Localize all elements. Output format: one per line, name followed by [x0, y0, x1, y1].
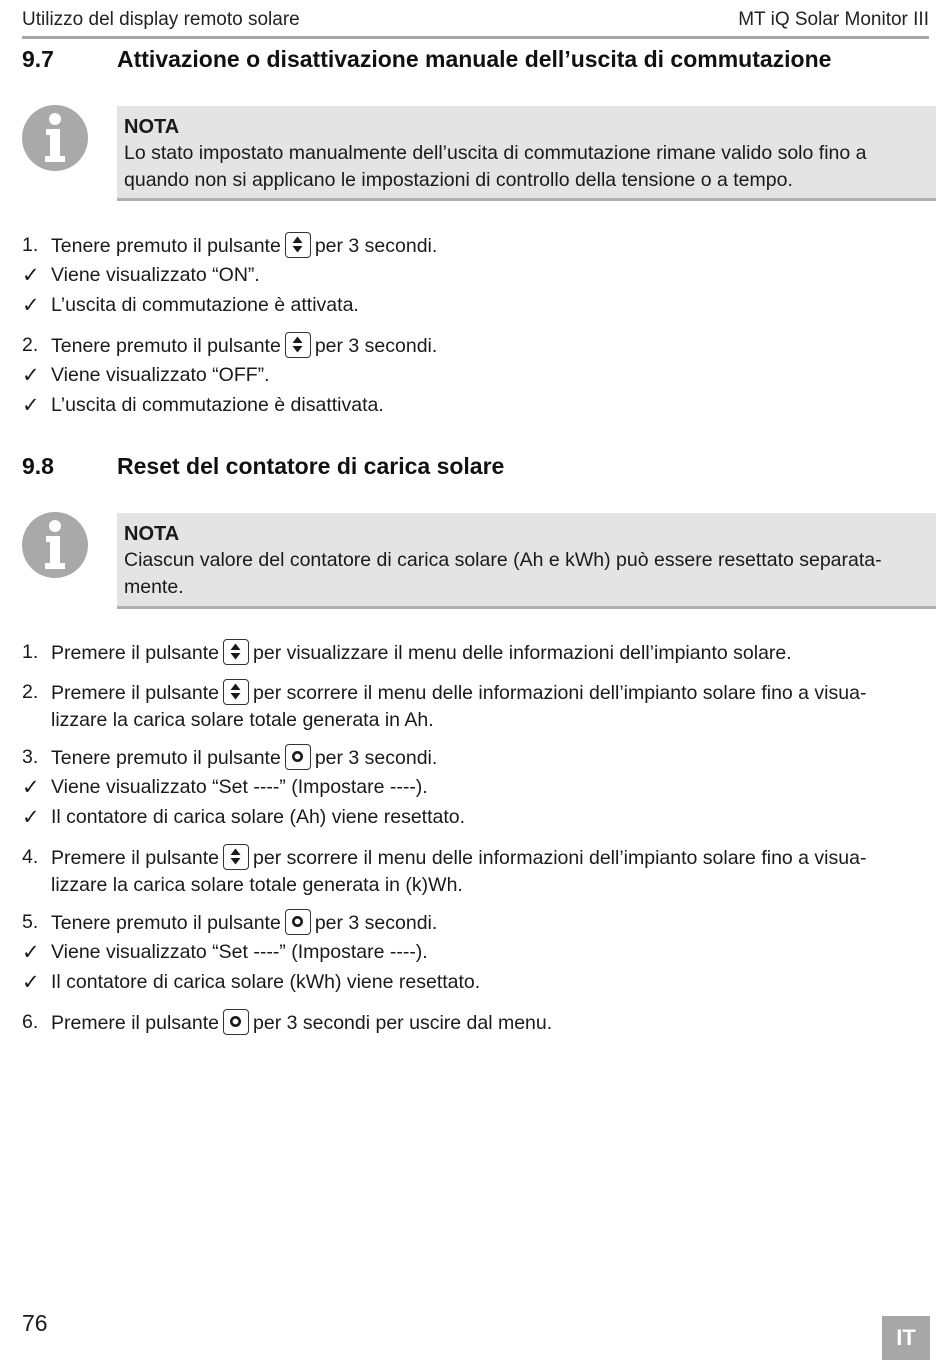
- step-text: [51, 744, 932, 772]
- section-heading: Attivazione o disattivazione manuale dell’uscita di commutazione: [117, 46, 832, 72]
- step-text-before: Premere il pulsante: [51, 642, 219, 664]
- step-text-content: Viene visualizzato “ON”.: [51, 264, 260, 286]
- check-icon: ✓: [22, 941, 40, 964]
- step-item: [22, 639, 932, 667]
- section-heading: Reset del contatore di carica solare: [117, 453, 505, 479]
- language-badge: IT: [882, 1316, 930, 1360]
- step-number: 6.: [22, 1011, 39, 1033]
- info-icon: [21, 511, 89, 579]
- check-icon: ✓: [22, 294, 40, 317]
- step-text-after: per 3 secondi per uscire dal menu.: [253, 1012, 553, 1034]
- step-text: [51, 262, 932, 289]
- updown-arrows-button-icon: [285, 332, 311, 358]
- step-text-after: per 3 secondi.: [314, 235, 438, 257]
- page-header: [22, 8, 929, 39]
- step-text-after: per scorrere il menu delle informazioni dell’impianto solare fino a visua-: [253, 682, 867, 704]
- step-item: [22, 332, 932, 360]
- check-icon: ✓: [22, 394, 40, 417]
- header-product: MT iQ Solar Monitor III: [738, 9, 929, 30]
- step-text: [51, 939, 932, 966]
- step-number: 2.: [22, 334, 39, 356]
- result-item: [22, 292, 932, 319]
- circle-button-icon: [285, 744, 311, 770]
- result-item: [22, 362, 932, 389]
- step-item: [22, 679, 932, 734]
- circle-button-icon: [285, 909, 311, 935]
- step-text-before: Premere il pulsante: [51, 847, 219, 869]
- page-number: 76: [22, 1310, 48, 1336]
- step-text-before: Tenere premuto il pulsante: [51, 335, 281, 357]
- step-item: [22, 744, 932, 772]
- step-text-after: per visualizzare il menu delle informazioni dell’impianto solare.: [253, 642, 792, 664]
- step-text-after: per scorrere il menu delle informazioni dell’impianto solare fino a visua-: [253, 847, 867, 869]
- step-text: [51, 774, 932, 801]
- step-text-after: per 3 secondi.: [314, 912, 438, 934]
- step-number: 5.: [22, 911, 39, 933]
- result-item: [22, 392, 932, 419]
- step-text-after: per 3 secondi.: [314, 335, 438, 357]
- check-icon: ✓: [22, 364, 40, 387]
- check-icon: ✓: [22, 806, 40, 829]
- step-text-content: Viene visualizzato “Set ----” (Impostare ----).: [51, 941, 428, 963]
- updown-arrows-button-icon: [223, 844, 249, 870]
- step-item: [22, 232, 932, 260]
- step-text-content: L’uscita di commutazione è attivata.: [51, 294, 359, 316]
- note-text: Lo stato impostato manualmente dell’uscita di commutazione rimane valido solo fino a quando non si applicano le impostazioni di controllo della tensione o a tempo.: [124, 142, 867, 191]
- step-text-before: Tenere premuto il pulsante: [51, 235, 281, 257]
- note-title: NOTA: [124, 116, 180, 138]
- step-text-before: Tenere premuto il pulsante: [51, 747, 281, 769]
- step-item: [22, 1009, 932, 1037]
- step-text: [51, 909, 932, 937]
- result-item: [22, 262, 932, 289]
- step-text: [51, 332, 932, 360]
- note-box: [117, 106, 936, 201]
- circle-button-icon: [223, 1009, 249, 1035]
- step-text: [51, 639, 932, 667]
- step-text-content: Viene visualizzato “OFF”.: [51, 364, 270, 386]
- step-text: [51, 679, 932, 734]
- step-text: [51, 804, 932, 831]
- section-number: 9.7: [22, 46, 54, 72]
- step-text-continued: lizzare la carica solare totale generata in Ah.: [51, 709, 434, 731]
- step-number: 2.: [22, 681, 39, 703]
- step-text: [51, 844, 932, 899]
- step-text: [51, 969, 932, 996]
- result-item: [22, 969, 932, 996]
- step-text-after: per 3 secondi.: [314, 747, 438, 769]
- result-item: [22, 804, 932, 831]
- step-text-before: Tenere premuto il pulsante: [51, 912, 281, 934]
- updown-arrows-button-icon: [223, 639, 249, 665]
- info-icon: [21, 104, 89, 172]
- step-text-content: L’uscita di commutazione è disattivata.: [51, 394, 384, 416]
- result-item: [22, 939, 932, 966]
- step-number: 3.: [22, 746, 39, 768]
- note-text: Ciascun valore del contatore di carica solare (Ah e kWh) può essere resettato separata-mente.: [124, 549, 882, 598]
- section-title-9-8: [22, 451, 932, 481]
- step-text-content: Il contatore di carica solare (Ah) viene resettato.: [51, 806, 466, 828]
- step-number: 1.: [22, 234, 39, 256]
- check-icon: ✓: [22, 264, 40, 287]
- step-text-content: Il contatore di carica solare (kWh) viene resettato.: [51, 971, 481, 993]
- check-icon: ✓: [22, 776, 40, 799]
- check-icon: ✓: [22, 971, 40, 994]
- step-text: [51, 292, 932, 319]
- step-text: [51, 392, 932, 419]
- step-text-content: Viene visualizzato “Set ----” (Impostare ----).: [51, 776, 428, 798]
- step-number: 4.: [22, 846, 39, 868]
- note-title: NOTA: [124, 523, 180, 545]
- section-title-9-7: [22, 44, 932, 74]
- note-box: [117, 513, 936, 609]
- section-number: 9.8: [22, 453, 54, 479]
- step-item: [22, 844, 932, 899]
- step-text-continued: lizzare la carica solare totale generata in (k)Wh.: [51, 874, 463, 896]
- step-number: 1.: [22, 641, 39, 663]
- updown-arrows-button-icon: [285, 232, 311, 258]
- step-text: [51, 232, 932, 260]
- step-text-before: Premere il pulsante: [51, 682, 219, 704]
- step-text: [51, 1009, 932, 1037]
- result-item: [22, 774, 932, 801]
- step-text-before: Premere il pulsante: [51, 1012, 219, 1034]
- updown-arrows-button-icon: [223, 679, 249, 705]
- header-chapter: Utilizzo del display remoto solare: [22, 9, 300, 30]
- step-text: [51, 362, 932, 389]
- step-item: [22, 909, 932, 937]
